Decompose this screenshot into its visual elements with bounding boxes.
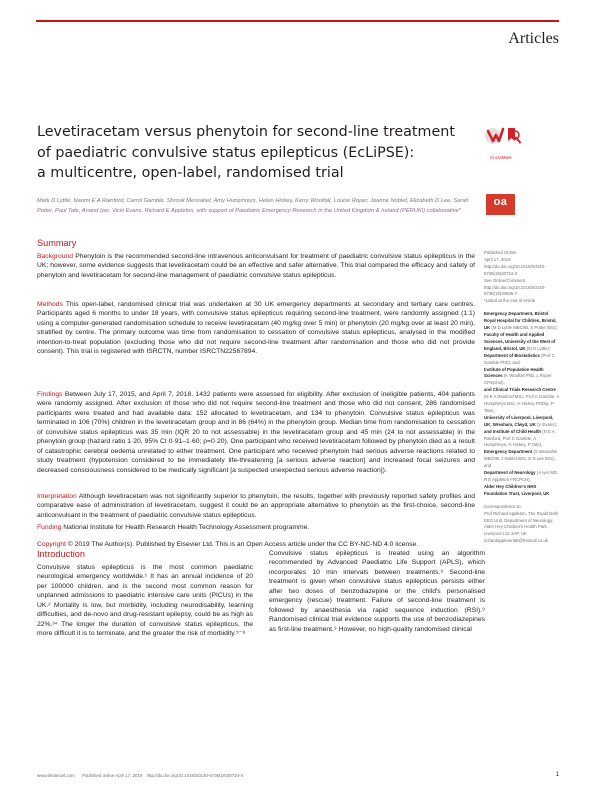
background-text: Phenytoin is the recommended second-line intravenous anticonvulsant for treatment of paediatric convulsive status epilepticus in the UK; however, some evidence suggests that levetiracetam could be an effective and safer alternative. This trial compared the efficacy and safety of phenytoin and levetiracetam for second-line management of paediatric convulsive status epilepticus. — [37, 253, 475, 279]
affiliation — [484, 449, 559, 470]
findings-label: Findings — [37, 391, 63, 398]
affiliation-authors: (V Evans); — [536, 421, 557, 427]
affiliation — [484, 387, 559, 415]
affiliation-name: Emergency Department, Bristol Royal Hospital for Children, Bristol, UK — [484, 311, 557, 331]
interpretation-text: Although levetiracetam was not significantly superior to phenytoin, the results, together with previously reported safety profiles and comparative ease of administration of levetiracetam, suggest it could be an appropriate alternative to phenytoin as the first-choice, second-line anticonvulsant in the treatment of paediatric convulsive status epilepticus. — [37, 493, 475, 519]
page-footer — [37, 773, 559, 778]
correspondence-email[interactable]: richardappleton55@hotmail.co.uk — [484, 538, 549, 544]
funding-text: National Institute for Health Research Health Technology Assessment programme. — [63, 524, 310, 531]
affiliation-name: and Institute of Child Health — [484, 428, 542, 434]
abstract-methods — [37, 300, 475, 357]
title-line: Levetiracetam versus phenytoin for second-line treatment — [37, 124, 455, 140]
copyright-label: Copyright — [37, 541, 66, 548]
background-label: Background — [37, 253, 74, 260]
findings-text: Between July 17, 2015, and April 7, 2018, 1432 patients were assessed for eligibility. After exclusion of ineligible patients, 404 patients were randomly assigned. After exclusion of those who did not require second-line treatment and those who did not consent, 286 randomised participants were treated and had available data: 152 allocated to levetiracetam, and 134 to phenytoin. Convulsive status epilepticus was terminated in 106 (70%) children in the levetiracetam group and in 86 (64%) in the phenytoin group. Median time from randomisation to cessation of convulsive status epilepticus was 35 min (IQR 20 to not assessable) in the levetiracetam group and 45 min (24 to not assessable) in the phenytoin group (hazard ratio 1·20, 95% CI 0·91–1·60; p=0·20). One participant who received levetiracetam followed by phenytoin died as a result of catastrophic cerebral oedema unrelated to either treatment. One participant who received phenytoin had serious adverse reactions related to study treatment (hypotension considered to be immediately life-threatening [a serious adverse reaction] and increased focal seizures and decreased consciousness considered to be medically significant [a suspected unexpected serious adverse reaction]). — [37, 391, 475, 474]
correspondence-address: Prof Richard Appleton, The Roald Dahl EEG Unit, Department of Neurology, Alder Hey Children's Health Park, Liverpool L12 2AP, UK — [484, 510, 558, 537]
see-online-label: See Online/Comment — [484, 277, 526, 283]
footer-site[interactable]: www.thelancet.com — [37, 773, 75, 778]
abstract-background — [37, 252, 475, 280]
affiliation-authors: (M D Lyttle); — [526, 345, 550, 351]
affiliation-name: Institute of Population Health Sciences — [484, 366, 544, 379]
article-title — [37, 122, 477, 184]
affiliation-authors: (N E A Rainford MSc, Prof C Gamble, A Humphreys BSc, H Hickey PGDip, P Tate), — [484, 394, 559, 413]
affiliation-authors: (A Iyer MD, R E Appleton FRCPCH), — [484, 470, 559, 482]
introduction-right-column: Convulsive status epilepticus is treated using an algorithm recommended by Advanced Paediatric Life Support (APLS), which incorporates 10 min intervals between treatments.⁹ Second-line treatment is given when convulsive status epilepticus persists either after two doses of benzodiazepine or the child's personalised emergency (rescue) treatment. Failure of second-line treatment is followed by anaesthesia via rapid sequence induction (RSI).⁹ Randomised clinical trial evidence supports the use of benzodiazepines as first-line treatment.⁹ However, no high-quality randomised clinical — [269, 550, 485, 633]
affiliation — [484, 415, 559, 429]
introduction-heading: Introduction — [37, 549, 86, 559]
affiliation-authors: (K Woolfall PhD, L Roper CPsychol), — [484, 373, 552, 386]
affiliation-name: Faculty of Health and Applied Sciences, University of the West of England, Bristol, UK — [484, 331, 556, 351]
author-list: Mark D Lyttle, Naomi E A Rainford, Carrol Gamble, Shrouk Messahel, Amy Humphreys, Helen Hickey, Kerry Woolfall, Louise Roper, Joanne Noblet, Elizabeth D Lee, Sarah Potter, Paul Tate, Anand Iyer, Vicki Evans, Richard E Appleton, with support of Paediatric Emergency Research in the United Kingdom & Ireland (PERUKI) collaborative* — [37, 198, 469, 215]
interpretation-label: Interpretation — [37, 493, 77, 500]
funding-label: Funding — [37, 524, 62, 531]
affiliation-authors: (M D Lyttle MBChB, S Potter BSc); — [491, 325, 558, 331]
methods-label: Methods — [37, 301, 63, 308]
header-rule — [36, 20, 559, 22]
correspondence-label: Correspondence to: — [484, 503, 522, 509]
summary-heading: Summary — [37, 238, 77, 248]
abstract-funding — [37, 523, 475, 532]
introduction-left-column: Convulsive status epilepticus is the most common paediatric neurological emergency worldwide.¹ It has an annual incidence of 20 per 100000 children, and is the second most common reason for unplanned admissions to paediatric intensive care units (PICUs) in the UK.² Mortality is low, but morbidity, including neurodisability, learning difficulties, and de-novo and drug-resistant epilepsy, could be as high as 22%.³⁴ The longer the duration of convulsive status epilepticus, the more difficult it is to terminate, and the greater the risk of morbidity.⁵⁻⁸ — [37, 564, 253, 638]
affiliation-authors: (N E A Rainford, Prof C Gamble, A Humphreys, H Hickey, P Tate), — [484, 428, 555, 448]
open-access-badge: oa — [486, 194, 515, 212]
abstract-findings — [37, 390, 475, 475]
affiliation — [484, 311, 559, 332]
methods-text: This open-label, randomised clinical trial was undertaken at 30 UK emergency departments at secondary and tertiary care centres. Participants aged 6 months to under 18 years, with convulsive status epilepticus requiring second-line treatment, were randomly assigned (1:1) using a computer-generated randomisation schedule to receive levetiracetam (40 mg/kg over 5 min) or phenytoin (20 mg/kg over at least 20 min), stratified by centre. The primary outcome was time from randomisation to cessation of convulsive status epilepticus, analysed in the modified intention-to-treat population (excluding those who did not require second-line treatment after randomisation and those who did not provide consent). This trial is registered with ISRCTN, number ISRCTN22567894. — [37, 301, 475, 356]
affiliation — [484, 470, 559, 484]
affiliation-authors: (Prof C Gamble PhD), and — [484, 352, 555, 365]
affiliation — [484, 332, 559, 353]
published-online-date: April 17, 2019 — [484, 256, 511, 262]
affiliation-name: Department of Neurology — [484, 470, 536, 476]
published-online-doi[interactable]: http://dx.doi.org/10.1016/S0140-6736(19)30724-X — [484, 263, 546, 276]
affiliation-name: Emergency Department — [484, 449, 533, 455]
see-online-doi[interactable]: http://dx.doi.org/10.1016/S0140-6736(19)30836-7 — [484, 284, 546, 297]
crossmark-label: CrossMark — [490, 155, 512, 160]
copyright-text: © 2019 The Author(s). Published by Elsevier Ltd. This is an Open Access article under the CC BY-NC-ND 4.0 license. — [67, 541, 419, 548]
footer-doi[interactable]: http://dx.doi.org/10.1016/S0140-6736(19)30724-X — [146, 773, 244, 778]
affiliation-name: and Clinical Trials Research Centre — [484, 387, 556, 393]
affiliation — [484, 429, 559, 450]
sidebar — [484, 250, 559, 545]
published-online-label: Published Online — [484, 250, 517, 255]
open-access-stripe — [486, 212, 515, 215]
affiliation — [484, 484, 559, 498]
affiliation-authors: (S Messahel MBChB, J Noblet BSc, E D Lee BSc), and — [484, 449, 558, 469]
crossmark-icon[interactable] — [484, 123, 524, 153]
affiliation — [484, 353, 559, 367]
title-line: of paediatric convulsive status epilepticus (EcLiPSE): — [37, 144, 415, 161]
abstract-interpretation — [37, 492, 475, 520]
affiliation-name: Department of Biostatistics — [484, 352, 540, 358]
affiliation — [484, 367, 559, 388]
journal-section: Articles — [508, 30, 559, 47]
listed-note: *Listed at the end of Article — [484, 298, 536, 304]
footer-published: Published online April 17, 2019 — [82, 773, 143, 778]
title-line: a multicentre, open-label, randomised trial — [37, 165, 344, 181]
page-number: 1 — [555, 772, 559, 778]
affiliation-name: University of Liverpool, Liverpool, UK; Wrexham, Clwyd, UK — [484, 414, 554, 427]
affiliation-name: Alder Hey Children's NHS Foundation Trust, Liverpool, UK — [484, 483, 550, 496]
